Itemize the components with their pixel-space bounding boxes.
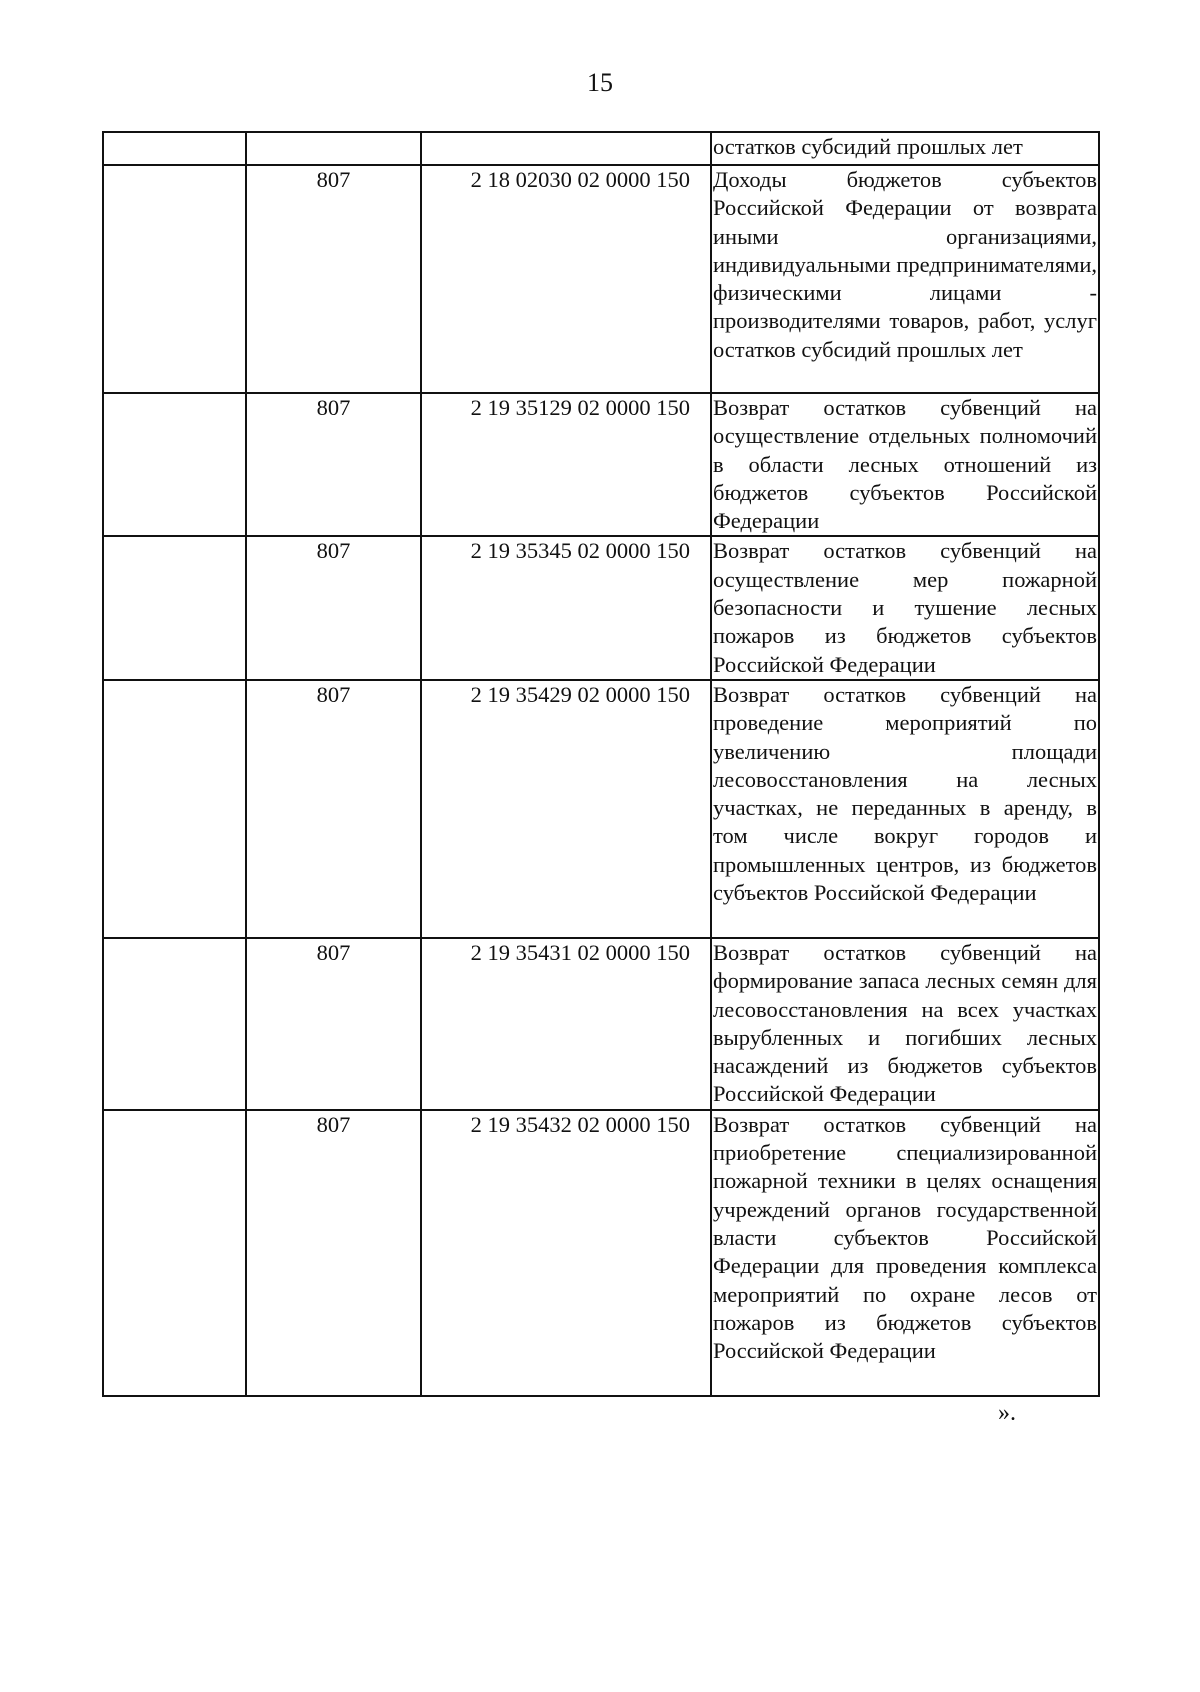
budget-code-cell: 2 18 02030 02 0000 150	[421, 165, 711, 393]
description-cell: Возврат остатков субвенций на формирование запаса лесных семян для лесовосстановления на всех участках вырубленных и погибших лесных насаждений из бюджетов субъектов Российской Федерации	[711, 938, 1099, 1110]
table-row	[103, 536, 1099, 679]
description-cell: остатков субсидий прошлых лет	[711, 132, 1099, 165]
budget-code-cell: 2 19 35432 02 0000 150	[421, 1110, 711, 1396]
admin-code-cell	[246, 132, 421, 165]
admin-code-cell: 807	[246, 938, 421, 1110]
admin-code-cell: 807	[246, 680, 421, 938]
page-number: 15	[587, 68, 613, 97]
description-cell: Возврат остатков субвенций на проведение мероприятий по увеличению площади лесовосстановления на лесных участках, не переданных в аренду, в том числе вокруг городов и промышленных центров, из бюджетов субъектов Российской Федерации	[711, 680, 1099, 938]
table-row	[103, 132, 1099, 165]
blank-cell	[103, 165, 246, 393]
blank-cell	[103, 393, 246, 536]
admin-code-cell: 807	[246, 393, 421, 536]
budget-code-cell: 2 19 35129 02 0000 150	[421, 393, 711, 536]
table-row	[103, 938, 1099, 1110]
blank-cell	[103, 938, 246, 1110]
table-row	[103, 393, 1099, 536]
description-cell: Доходы бюджетов субъектов Российской Федерации от возврата иными организациями, индивидуальными предпринимателями, физическими лицами - производителями товаров, работ, услуг остатков субсидий прошлых лет	[711, 165, 1099, 393]
blank-cell	[103, 1110, 246, 1396]
admin-code-cell: 807	[246, 536, 421, 679]
budget-classification-table	[102, 131, 1100, 1397]
admin-code-cell: 807	[246, 1110, 421, 1396]
admin-code-cell: 807	[246, 165, 421, 393]
budget-code-cell: 2 19 35429 02 0000 150	[421, 680, 711, 938]
budget-code-cell	[421, 132, 711, 165]
budget-code-cell: 2 19 35431 02 0000 150	[421, 938, 711, 1110]
description-cell: Возврат остатков субвенций на приобретение специализированной пожарной техники в целях оснащения учреждений органов государственной власти субъектов Российской Федерации для проведения комплекса мероприятий по охране лесов от пожаров из бюджетов субъектов Российской Федерации	[711, 1110, 1099, 1396]
description-cell: Возврат остатков субвенций на осуществление мер пожарной безопасности и тушение лесных пожаров из бюджетов субъектов Российской Федерации	[711, 536, 1099, 679]
closing-quote-mark: ».	[998, 1400, 1016, 1426]
budget-code-cell: 2 19 35345 02 0000 150	[421, 536, 711, 679]
blank-cell	[103, 132, 246, 165]
table-row	[103, 680, 1099, 938]
blank-cell	[103, 680, 246, 938]
description-cell: Возврат остатков субвенций на осуществление отдельных полномочий в области лесных отношений из бюджетов субъектов Российской Федерации	[711, 393, 1099, 536]
blank-cell	[103, 536, 246, 679]
table-row	[103, 1110, 1099, 1396]
table-row	[103, 165, 1099, 393]
